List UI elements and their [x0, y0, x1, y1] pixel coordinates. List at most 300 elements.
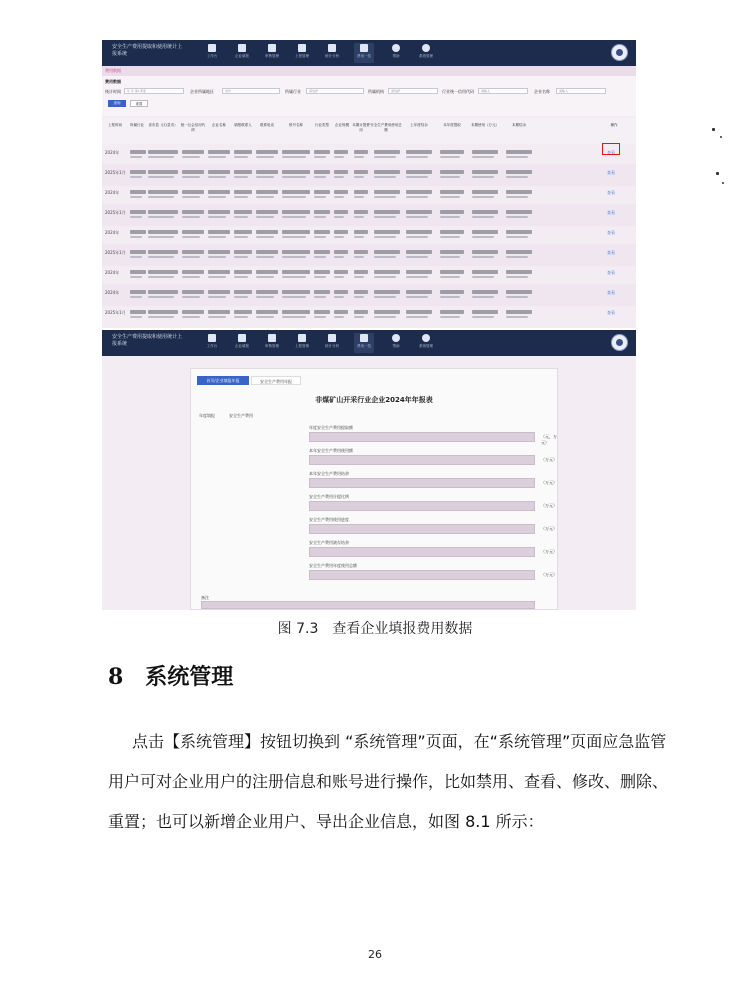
redacted-cell — [314, 190, 330, 194]
field-unit: （万元） — [541, 480, 557, 485]
redacted-cell — [354, 290, 368, 294]
redacted-cell — [182, 176, 200, 178]
view-link[interactable]: 查看 — [607, 190, 615, 195]
field-input[interactable] — [309, 478, 535, 488]
redacted-cell — [130, 316, 142, 318]
field-input[interactable] — [309, 524, 535, 534]
page-number: 26 — [368, 948, 382, 961]
view-link[interactable]: 查看 — [607, 290, 615, 295]
filter-company-input[interactable]: 请输入 — [556, 88, 606, 94]
redacted-cell — [256, 210, 278, 214]
redacted-cell — [506, 276, 528, 278]
redacted-cell — [256, 236, 274, 238]
field-unit: （万元） — [541, 549, 557, 554]
redacted-cell — [130, 236, 142, 238]
redacted-cell — [182, 170, 204, 174]
redacted-cell — [256, 250, 278, 254]
view-link[interactable]: 查看 — [607, 150, 615, 155]
redacted-cell — [354, 296, 364, 298]
redacted-cell — [354, 250, 368, 254]
nav-workbench[interactable]: 工作台 — [202, 333, 222, 353]
redacted-cell — [314, 270, 330, 274]
scan-speck — [722, 182, 724, 184]
redacted-cell — [148, 256, 174, 258]
redacted-cell — [354, 216, 364, 218]
view-link[interactable]: 查看 — [607, 310, 615, 315]
filter-industry-select[interactable]: 请选择 — [306, 88, 364, 94]
row-date: 2024年 — [105, 290, 120, 295]
redacted-cell — [148, 250, 178, 254]
column-header: 联系电话 — [260, 123, 274, 127]
nav-help[interactable]: 帮助 — [386, 43, 406, 63]
redacted-cell — [182, 150, 204, 154]
redacted-cell — [314, 316, 326, 318]
redacted-cell — [472, 296, 494, 298]
redacted-cell — [314, 170, 330, 174]
redacted-cell — [334, 250, 348, 254]
report-icon — [298, 44, 306, 52]
redacted-cell — [256, 270, 278, 274]
nav-system-manage[interactable]: 系统管理 — [416, 43, 436, 63]
nav-system-manage[interactable]: 系统管理 — [416, 333, 436, 353]
redacted-cell — [234, 236, 248, 238]
redacted-cell — [506, 150, 532, 154]
view-link[interactable]: 查看 — [607, 170, 615, 175]
column-header: 安全生产费用使用总额 — [370, 123, 402, 132]
redacted-cell — [354, 156, 364, 158]
view-link[interactable]: 查看 — [607, 230, 615, 235]
redacted-cell — [256, 316, 274, 318]
redacted-cell — [374, 150, 400, 154]
redacted-cell — [440, 150, 464, 154]
redacted-cell — [374, 176, 396, 178]
redacted-cell — [334, 290, 348, 294]
redacted-cell — [472, 236, 494, 238]
column-header: 操作 — [610, 123, 618, 127]
redacted-cell — [334, 230, 348, 234]
redacted-cell — [130, 250, 146, 254]
redacted-cell — [208, 276, 226, 278]
nav-report-manage[interactable]: 上报管理 — [292, 43, 312, 63]
redacted-cell — [334, 276, 344, 278]
filter-time-input[interactable]: 年 年 第1季度 — [124, 88, 184, 94]
redacted-cell — [314, 250, 330, 254]
redacted-cell — [354, 236, 364, 238]
redacted-cell — [234, 210, 252, 214]
redacted-cell — [334, 150, 348, 154]
field-input[interactable] — [309, 455, 535, 465]
app-header — [102, 330, 636, 356]
redacted-cell — [314, 150, 330, 154]
nav-review[interactable]: 审核管理 — [262, 333, 282, 353]
redacted-cell — [314, 276, 326, 278]
redacted-cell — [472, 216, 494, 218]
redacted-cell — [440, 176, 460, 178]
redacted-cell — [374, 316, 396, 318]
redacted-cell — [374, 210, 400, 214]
field-input[interactable] — [309, 432, 535, 442]
paragraph-line-3: 重置；也可以新增企业用户、导出企业信息，如图 8.1 所示： — [108, 812, 544, 831]
redacted-cell — [354, 190, 368, 194]
redacted-cell — [208, 176, 226, 178]
redacted-cell — [354, 310, 368, 314]
redacted-cell — [130, 256, 142, 258]
redacted-cell — [334, 196, 344, 198]
redacted-cell — [374, 310, 400, 314]
nav-enterprise-report[interactable]: 企业填报 — [232, 333, 252, 353]
redacted-cell — [506, 216, 528, 218]
table-header — [102, 118, 636, 144]
gear-icon — [422, 334, 430, 342]
redacted-cell — [334, 256, 344, 258]
scan-speck — [712, 128, 715, 131]
view-link[interactable]: 查看 — [607, 250, 615, 255]
redacted-cell — [130, 170, 146, 174]
redacted-cell — [406, 316, 428, 318]
app-title: 安全生产费用提取和使用统计上报系统 — [112, 44, 183, 57]
redacted-cell — [282, 270, 310, 274]
nav-review[interactable]: 审核管理 — [262, 43, 282, 63]
redacted-cell — [182, 190, 204, 194]
redacted-cell — [182, 250, 204, 254]
field-unit: （万元） — [541, 572, 557, 577]
screenshot-fee-table — [102, 40, 636, 328]
redacted-cell — [406, 230, 432, 234]
redacted-cell — [148, 216, 174, 218]
redacted-cell — [182, 216, 200, 218]
filter-label-region: 企业所属地区 — [190, 89, 214, 94]
nav-fee-overview[interactable]: 费用一览 — [354, 333, 374, 353]
redacted-cell — [148, 270, 178, 274]
redacted-cell — [440, 190, 464, 194]
redacted-cell — [148, 236, 174, 238]
redacted-cell — [314, 210, 330, 214]
section-heading: 8 系统管理 — [108, 664, 234, 690]
highlight-box — [602, 143, 620, 155]
redacted-cell — [256, 150, 278, 154]
redacted-cell — [472, 270, 498, 274]
nav-statistics[interactable]: 统计分析 — [322, 333, 342, 353]
redacted-cell — [440, 230, 464, 234]
redacted-cell — [256, 230, 278, 234]
redacted-cell — [506, 250, 532, 254]
redacted-cell — [208, 250, 230, 254]
column-header: 本年度提取 — [443, 123, 461, 127]
redacted-cell — [354, 176, 364, 178]
view-link[interactable]: 查看 — [607, 270, 615, 275]
redacted-cell — [130, 156, 142, 158]
field-label: 本年安全生产费用使用额 — [309, 448, 353, 453]
field-input[interactable] — [309, 547, 535, 557]
table-row — [102, 164, 636, 186]
nav-help[interactable]: 帮助 — [386, 333, 406, 353]
row-date: 2025年1月 — [105, 210, 126, 215]
field-input[interactable] — [309, 501, 535, 511]
redacted-cell — [208, 230, 230, 234]
redacted-cell — [506, 296, 528, 298]
redacted-cell — [208, 216, 226, 218]
redacted-cell — [334, 210, 348, 214]
redacted-cell — [130, 196, 142, 198]
table-row — [102, 304, 636, 326]
redacted-cell — [472, 276, 494, 278]
search-button[interactable]: 查询 — [108, 100, 126, 107]
redacted-cell — [234, 310, 252, 314]
redacted-cell — [148, 210, 178, 214]
redacted-cell — [472, 250, 498, 254]
row-date: 2025年1月 — [105, 170, 126, 175]
redacted-cell — [208, 156, 226, 158]
redacted-cell — [148, 290, 178, 294]
row-date: 2024年 — [105, 230, 120, 235]
redacted-cell — [208, 316, 226, 318]
breadcrumb: 费用数据 — [105, 68, 121, 73]
redacted-cell — [182, 196, 200, 198]
table-row — [102, 244, 636, 266]
redacted-cell — [234, 316, 248, 318]
column-header: 所属行业 — [130, 123, 144, 127]
redacted-cell — [406, 210, 432, 214]
column-header: 本期结余 — [512, 123, 526, 127]
redacted-cell — [472, 196, 494, 198]
redacted-cell — [182, 230, 204, 234]
field-label: 安全生产费用年度使用总额 — [309, 563, 357, 568]
redacted-cell — [208, 290, 230, 294]
redacted-cell — [374, 296, 396, 298]
filter-region-select[interactable]: 省份 — [222, 88, 280, 94]
redacted-cell — [406, 216, 428, 218]
redacted-cell — [282, 176, 306, 178]
field-input[interactable] — [309, 570, 535, 580]
redacted-cell — [148, 190, 178, 194]
redacted-cell — [440, 250, 464, 254]
redacted-cell — [256, 170, 278, 174]
redacted-cell — [182, 290, 204, 294]
redacted-cell — [406, 290, 432, 294]
redacted-cell — [406, 156, 428, 158]
redacted-cell — [130, 270, 146, 274]
file-icon — [268, 44, 276, 52]
redacted-cell — [374, 156, 396, 158]
redacted-cell — [314, 156, 326, 158]
redacted-cell — [182, 296, 200, 298]
reset-button[interactable]: 重置 — [130, 100, 148, 107]
column-header: 填报联系人 — [234, 123, 252, 127]
tab-annual-fee-report[interactable]: 安全生产费用年报 — [251, 376, 301, 385]
redacted-cell — [440, 216, 460, 218]
redacted-cell — [506, 190, 532, 194]
redacted-cell — [256, 176, 274, 178]
redacted-cell — [334, 216, 344, 218]
redacted-cell — [208, 150, 230, 154]
redacted-cell — [314, 256, 326, 258]
redacted-cell — [406, 190, 432, 194]
redacted-cell — [440, 256, 460, 258]
view-link[interactable]: 查看 — [607, 210, 615, 215]
nav-enterprise-report[interactable]: 企业填报 — [232, 43, 252, 63]
breadcrumb-band — [102, 66, 636, 76]
redacted-cell — [374, 190, 400, 194]
redacted-cell — [208, 310, 230, 314]
filter-label-industry: 所属行业 — [285, 89, 301, 94]
redacted-cell — [440, 276, 460, 278]
remark-label: 备注 — [201, 595, 209, 600]
filter-panel — [102, 76, 636, 116]
row-date: 2025年1月 — [105, 310, 126, 315]
table-row — [102, 204, 636, 226]
redacted-cell — [506, 156, 528, 158]
screenshot-fee-form — [102, 330, 636, 610]
redacted-cell — [440, 270, 464, 274]
section-label: 年度填报 — [199, 413, 215, 418]
redacted-cell — [472, 150, 498, 154]
field-unit: （万元） — [541, 526, 557, 531]
redacted-cell — [506, 236, 528, 238]
app-title: 安全生产费用提取和使用统计上报系统 — [112, 334, 183, 347]
redacted-cell — [182, 310, 204, 314]
redacted-cell — [234, 290, 252, 294]
redacted-cell — [282, 250, 310, 254]
redacted-cell — [334, 296, 344, 298]
redacted-cell — [130, 176, 142, 178]
tab-enterprise-report[interactable]: 首页/企业填报年报 — [197, 376, 249, 385]
nav-fee-overview[interactable]: 费用一览 — [354, 43, 374, 63]
redacted-cell — [472, 290, 498, 294]
redacted-cell — [256, 216, 274, 218]
field-label: 安全生产费用使用进度 — [309, 517, 349, 522]
redacted-cell — [282, 310, 310, 314]
redacted-cell — [282, 316, 306, 318]
redacted-cell — [334, 190, 348, 194]
filter-org-select[interactable]: 请选择 — [388, 88, 438, 94]
document-icon — [238, 334, 246, 342]
redacted-cell — [506, 256, 528, 258]
file-icon — [268, 334, 276, 342]
field-label: 安全生产费用计提比例 — [309, 494, 349, 499]
redacted-cell — [334, 310, 348, 314]
redacted-cell — [506, 230, 532, 234]
redacted-cell — [256, 310, 278, 314]
redacted-cell — [148, 176, 174, 178]
redacted-cell — [374, 256, 396, 258]
redacted-cell — [440, 310, 464, 314]
redacted-cell — [282, 156, 306, 158]
redacted-cell — [472, 310, 498, 314]
redacted-cell — [506, 316, 528, 318]
redacted-cell — [208, 256, 226, 258]
redacted-cell — [282, 150, 310, 154]
redacted-cell — [130, 296, 142, 298]
redacted-cell — [282, 290, 310, 294]
redacted-cell — [148, 276, 174, 278]
redacted-cell — [148, 150, 178, 154]
redacted-cell — [208, 270, 230, 274]
column-header: 本期计提费用 — [352, 123, 370, 132]
redacted-cell — [148, 156, 174, 158]
redacted-cell — [234, 170, 252, 174]
nav-statistics[interactable]: 统计分析 — [322, 43, 342, 63]
grid-icon — [208, 44, 216, 52]
redacted-cell — [234, 250, 252, 254]
redacted-cell — [208, 196, 226, 198]
redacted-cell — [234, 216, 248, 218]
redacted-cell — [354, 256, 364, 258]
redacted-cell — [406, 176, 428, 178]
nav-report-manage[interactable]: 上报管理 — [292, 333, 312, 353]
redacted-cell — [472, 210, 498, 214]
redacted-cell — [374, 236, 396, 238]
redacted-cell — [374, 270, 400, 274]
redacted-cell — [314, 236, 326, 238]
form-title: 非煤矿山开采行业企业2024年年报表 — [315, 396, 433, 404]
redacted-cell — [282, 170, 310, 174]
column-header: 账号名称 — [289, 123, 303, 127]
redacted-cell — [406, 250, 432, 254]
redacted-cell — [256, 296, 274, 298]
redacted-cell — [282, 276, 306, 278]
redacted-cell — [256, 156, 274, 158]
remark-input[interactable] — [201, 601, 535, 609]
row-date: 2024年 — [105, 270, 120, 275]
column-header: 本期使用（万元） — [471, 123, 499, 127]
redacted-cell — [130, 230, 146, 234]
redacted-cell — [506, 210, 532, 214]
redacted-cell — [374, 170, 400, 174]
chart-icon — [328, 334, 336, 342]
nav-workbench[interactable]: 工作台 — [202, 43, 222, 63]
redacted-cell — [506, 270, 532, 274]
redacted-cell — [148, 296, 174, 298]
paragraph-line-2: 用户可对企业用户的注册信息和账号进行操作，比如禁用、查看、修改、删除、 — [108, 772, 669, 791]
table-row — [102, 284, 636, 306]
redacted-cell — [282, 196, 306, 198]
redacted-cell — [314, 216, 326, 218]
redacted-cell — [354, 196, 364, 198]
filter-label-company: 企业名称 — [534, 89, 550, 94]
filter-label-time: 统计时间 — [105, 89, 121, 94]
redacted-cell — [234, 270, 252, 274]
redacted-cell — [440, 290, 464, 294]
emblem-icon — [611, 334, 628, 351]
redacted-cell — [282, 210, 310, 214]
redacted-cell — [314, 176, 326, 178]
list-icon — [360, 44, 368, 52]
row-date: 2025年1月 — [105, 250, 126, 255]
redacted-cell — [182, 156, 200, 158]
redacted-cell — [354, 230, 368, 234]
field-unit: （万元） — [541, 457, 557, 462]
redacted-cell — [234, 230, 252, 234]
redacted-cell — [208, 210, 230, 214]
scan-speck — [716, 172, 719, 175]
redacted-cell — [406, 270, 432, 274]
redacted-cell — [234, 276, 248, 278]
redacted-cell — [506, 176, 528, 178]
redacted-cell — [354, 316, 364, 318]
redacted-cell — [282, 190, 310, 194]
field-label: 本年安全生产费用结余 — [309, 471, 349, 476]
redacted-cell — [314, 310, 330, 314]
list-icon — [360, 334, 368, 342]
redacted-cell — [374, 250, 400, 254]
column-header: 省市县（区/县市） — [148, 123, 178, 127]
redacted-cell — [406, 236, 428, 238]
redacted-cell — [208, 170, 230, 174]
section-value: 安全生产费用 — [229, 413, 253, 418]
table-row — [102, 184, 636, 206]
redacted-cell — [130, 310, 146, 314]
filter-credit-code-input[interactable]: 请输入 — [478, 88, 528, 94]
